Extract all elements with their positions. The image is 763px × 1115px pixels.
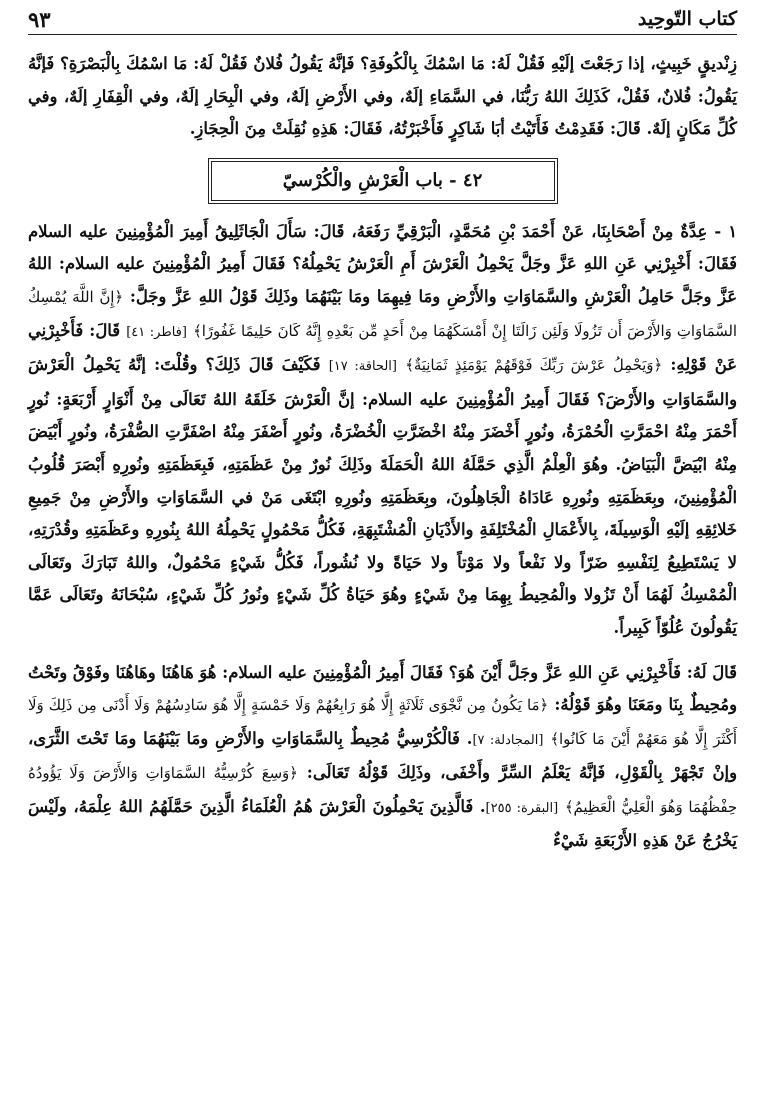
hadith-text: فَكَيْفَ قَالَ ذَلِكَ؟ وقُلْتَ: إنَّهُ يَحْمِلُ الْعَرْشَ والسَّمَاوَاتِ والأَرْضَ؟ فَقَالَ أَمِيرُ الْمُؤْمِنِينَ عليه السلام: إنَّ الْعَرْشَ خَلَقَهُ اللهُ تَعَالَى مِنْ أَنْوَارٍ أَرْبَعَةٍ: نُورٍ أَحْمَرَ مِنْهُ احْمَرَّتِ الْحُمْرَةُ، ونُورٍ أَخْضَرَ مِنْهُ اخْضَرَّتِ الْخُضْرَةُ، ونُورٍ أَصْفَرَ مِنْهُ اصْفَرَّتِ الصُّفْرَةُ، ونُورٍ أَبْيَضَ مِنْهُ ابْيَضَّ الْبَيَاضُ. وهُوَ الْعِلْمُ الَّذِي حَمَّلَهُ اللهُ الْحَمَلَةَ وذَلِكَ نُورٌ مِنْ عَظَمَتِهِ، فَبِعَظَمَتِهِ ونُورِهِ أَبْصَرَ قُلُوبُ الْمُؤْمِنِينَ، وبِعَظَمَتِهِ ونُورِهِ عَادَاهُ الْجَاهِلُونَ، وبِعَظَمَتِهِ ونُورِهِ ابْتَغَى مَنْ في السَّمَاوَاتِ والأَرْضِ مِنْ جَمِيعِ خَلائِقِهِ إلَيْهِ الْوَسِيلَةَ، بِالأَعْمَالِ الْمُخْتَلِفَةِ والأَدْيَانِ الْمُشْتَبِهَةِ، فَكُلُّ مَحْمُولٍ يَحْمِلُهُ اللهُ بِنُورِهِ وعَظَمَتِهِ وقُدْرَتِهِ، لا يَسْتَطِيعُ لِنَفْسِهِ ضَرّاً ولا نَفْعاً ولا مَوْتاً ولا حَيَاةً ولا نُشُوراً، فَكُلُّ شَيْءٍ مَحْمُولٌ، واللهُ تَبَارَكَ وتَعَالَى الْمُمْسِكُ لَهُمَا أَنْ تَزُولا والْمُحِيطُ بِهِمَا مِنْ شَيْءٍ وهُوَ حَيَاةُ كُلِّ شَيْءٍ ونُورُ كُلِّ شَيْءٍ، سُبْحَانَهُ وتَعَالَى عَمَّا يَقُولُونَ عُلُوّاً كَبِيراً. — [28, 355, 737, 637]
verse-reference: [المجادلة: ٧] — [472, 732, 544, 748]
chapter-heading: ٤٢ - باب الْعَرْشِ والْكُرْسيّ — [211, 161, 555, 201]
page-header — [28, 4, 737, 35]
book-title: كتاب التّوحِيد — [637, 8, 737, 30]
quran-verse: ﴿وَيَحْمِلُ عَرْشَ رَبِّكَ فَوْقَهُمْ يَوْمَئِذٍ ثَمَانِيَةٌ﴾ — [405, 357, 663, 375]
verse-reference: [فاطر: ٤١] — [126, 324, 187, 340]
quran-verse: ﴿وَسِعَ كُرْسِيُّهُ السَّمَاوَاتِ وَالأَرْضَ وَلَا يَؤُودُهُ حِفْظُهُمَا وَهُوَ الْعَلِيُّ الْعَظِيمُ﴾ — [28, 765, 737, 816]
verse-reference: [البقرة: ٢٥٥] — [485, 800, 559, 816]
hadith-text: قَالَ لَهُ: فَأَخْبِرْنِي عَنِ اللهِ عَزَّ وجَلَّ أَيْنَ هُوَ؟ فَقَالَ أَمِيرُ الْمُؤْمِنِينَ عليه السلام: هُوَ هَاهُنَا وهَاهُنَا وفَوْقُ وتَحْتُ ومُحِيطٌ بِنَا ومَعَنَا وهُوَ قَوْلُهُ: — [28, 662, 737, 715]
hadith-text: . فَالْكُرْسِيُّ مُحِيطٌ بِالسَّمَاوَاتِ والأَرْضِ ومَا بَيْنَهُمَا ومَا تَحْتَ الثَّرَى، وإنْ تَجْهَرْ بِالْقَوْلِ، فَإنَّهُ يَعْلَمُ السِّرَّ وأَخْفَى، وذَلِكَ قَوْلُهُ تَعَالَى: — [28, 728, 738, 783]
verse-reference: [الحاقة: ١٧] — [328, 359, 397, 375]
quran-verse: ﴿إِنَّ اللَّهَ يُمْسِكُ السَّمَاوَاتِ وَالأَرْضَ أَن تَزُولَا وَلَئِن زَالَتَا إِنْ أَمْسَكَهُمَا مِنْ أَحَدٍ مِّن بَعْدِهِ إِنَّهُ كَانَ حَلِيمًا غَفُورًا﴾ — [28, 288, 737, 340]
page-content — [28, 48, 737, 858]
page-number: ٩٣ — [28, 6, 51, 32]
chapter-heading-box — [208, 158, 558, 204]
paragraph-continuation: زِنْديقٍ خَبِيثٍ، إذا رَجَعْتَ إلَيْهِ فَقُلْ لَهُ: مَا اسْمُكَ بِالْكُوفَةِ؟ فَإنَّهُ يَقُولُ فُلانٌ فَقُلْ لَهُ: مَا اسْمُكَ بِالْبَصْرَةِ؟ فَإنَّهُ يَقُولُ: فُلانٌ، فَقُلْ، كَذَلِكَ اللهُ رَبُّنَا، في السَّمَاءِ إلَهٌ، وفي الأَرْضِ إلَهٌ، وفي الْبِحَارِ إلَهٌ، وفي الْقِفَارِ إلَهٌ، وفي كُلِّ مَكَانٍ إلَهٌ. قَالَ: فَقَدِمْتُ فَأَتَيْتُ أبَا شَاكِرٍ فَأَخْبَرْتُهُ، فَقَالَ: هَذِهِ نُقِلَتْ مِنَ الْحِجَازِ. — [28, 54, 737, 139]
paragraph-gap — [28, 645, 737, 657]
hadith-text: قَالَ: فَأَخْبِرْنِي عَنْ قَوْلِهِ: — [28, 320, 737, 375]
hadith-paragraph-2 — [28, 657, 737, 859]
hadith-text: ١ - عِدَّةٌ مِنْ أَصْحَابِنَا، عَنْ أَحْمَدَ بْنِ مُحَمَّدٍ، الْبَرْقِيِّ رَفَعَهُ، قَالَ: سَأَلَ الْجَاثَلِيقُ أَمِيرَ الْمُؤْمِنِينَ عليه السلام فَقَالَ: أَخْبِرْنِي عَنِ اللهِ عَزَّ وجَلَّ يَحْمِلُ الْعَرْشَ أَمِ الْعَرْشُ يَحْمِلُهُ؟ فَقَالَ أَمِيرُ الْمُؤْمِنِينَ عليه السلام: اللهُ عَزَّ وجَلَّ حَامِلُ الْعَرْشِ والسَّمَاوَاتِ والأَرْضِ ومَا فِيهِمَا ومَا بَيْنَهُمَا وذَلِكَ قَوْلُ اللهِ عَزَّ وجَلَّ: — [28, 221, 737, 306]
quran-verse: ﴿مَا يَكُونُ مِن نَّجْوَى ثَلَاثَةٍ إِلَّا هُوَ رَابِعُهُمْ وَلَا خَمْسَةٍ إِلَّا هُوَ سَادِسُهُمْ وَلَا أَدْنَى مِن ذَلِكَ وَلَا أَكْثَرَ إِلَّا هُوَ مَعَهُمْ أَيْنَ مَا كَانُوا﴾ — [28, 697, 737, 748]
hadith-text: . فَالَّذِينَ يَحْمِلُونَ الْعَرْشَ هُمُ الْعُلَمَاءُ الَّذِينَ حَمَّلَهُمُ اللهُ عِلْمَهُ، ولَيْسَ يَخْرُجُ عَنْ هَذِهِ الأَرْبَعَةِ شَيْءٌ — [28, 796, 737, 851]
hadith-paragraph-1 — [28, 216, 737, 645]
